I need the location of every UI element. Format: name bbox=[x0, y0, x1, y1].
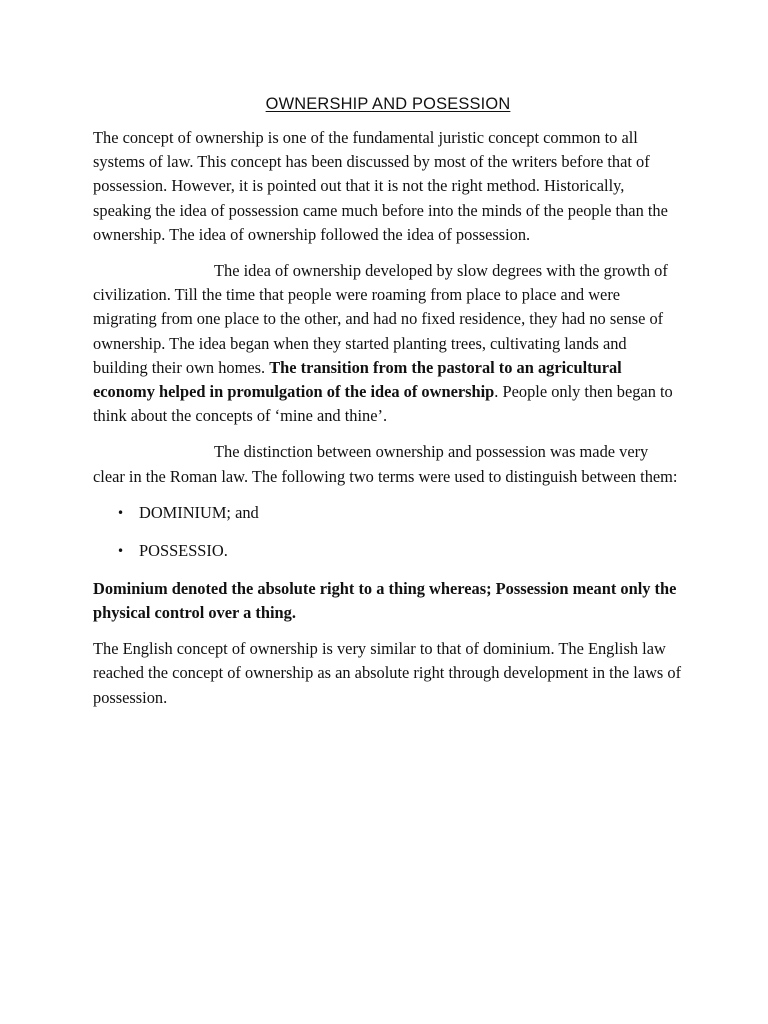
paragraph-dominium-definition: Dominium denoted the absolute right to a thing whereas; Possession meant only the physical control over a thing. bbox=[93, 578, 677, 623]
paragraph-roman-law: The distinction between ownership and possession was made very clear in the Roman law. The following two terms were used to distinguish between them: bbox=[93, 442, 678, 486]
bullet-dot-icon: • bbox=[117, 543, 125, 558]
paragraph-development-tail: . People only then began to think about the concepts of ‘mine and thine’. bbox=[93, 382, 673, 426]
document-page bbox=[93, 92, 683, 722]
list-item-dominium bbox=[93, 501, 683, 525]
term-possessio: POSSESSIO. bbox=[139, 540, 228, 560]
document-title: OWNERSHIP AND POSESSION bbox=[265, 95, 511, 113]
paragraph-english-concept: The English concept of ownership is very similar to that of dominium. The English law reached the concept of ownership as an absolute right through development in the laws of possession. bbox=[93, 639, 682, 707]
paragraph-development-bold: The transition from the pastoral to an agricultural economy helped in promulgation of the idea of ownership bbox=[93, 357, 622, 402]
list-item-possessio bbox=[93, 539, 683, 563]
term-dominium: DOMINIUM; and bbox=[139, 502, 259, 522]
paragraph-ownership-development bbox=[93, 259, 683, 428]
paragraph-ownership-concept: The concept of ownership is one of the fundamental juristic concept common to all systems of law. This concept has been discussed by most of the writers before that of possession. However, it is pointed out that it is not the right method. Historically, speaking the idea of possession came much before into the minds of the people than the ownership. The idea of ownership followed the idea of possession. bbox=[93, 128, 668, 244]
bullet-dot-icon: • bbox=[117, 505, 125, 520]
paragraph-development-text: The idea of ownership developed by slow degrees with the growth of civilization. Till the time that people were roaming from place to place and were migrating from one place to the other, and had no fixed residence, they had no sense of ownership. The idea began when they started planting trees, cultivating lands and building their own homes. bbox=[93, 261, 668, 377]
roman-terms-list bbox=[93, 501, 683, 563]
